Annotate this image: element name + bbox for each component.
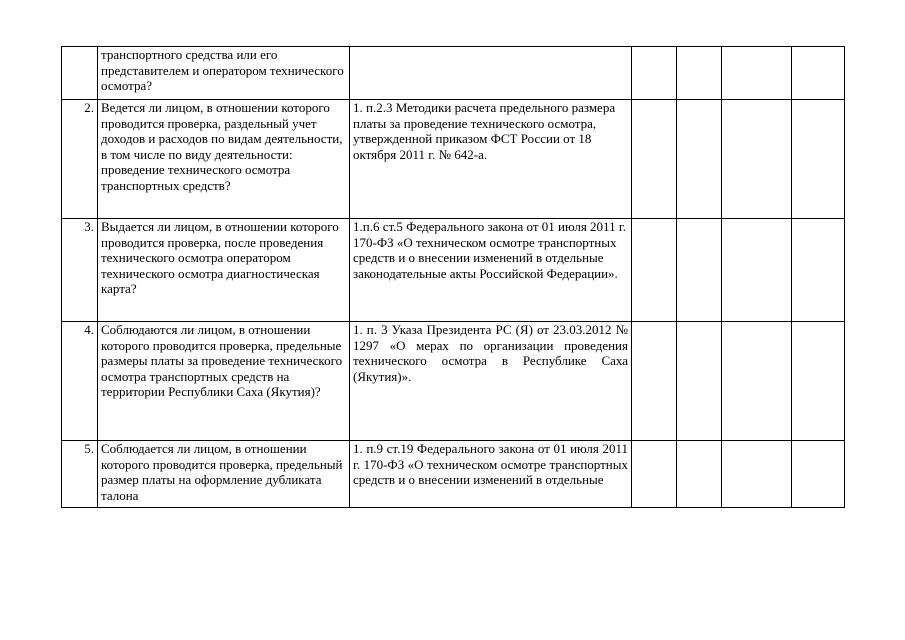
reference-cell: 1. п.9 ст.19 Федерального закона от 01 июля 2011 г. 170-ФЗ «О техническом осмотре транспортных средств и о внесении изменений в отдельные (350, 441, 632, 508)
reference-cell: 1. п. 3 Указа Президента РС (Я) от 23.03.2012 № 1297 «О мерах по организации проведения технического осмотра в Республике Саха (Якутия)». (350, 322, 632, 441)
table-row (62, 322, 845, 441)
empty-cell (792, 100, 845, 219)
table-row (62, 441, 845, 508)
checklist-table (61, 46, 845, 508)
reference-cell: 1.п.6 ст.5 Федерального закона от 01 июля 2011 г. 170-ФЗ «О техническом осмотре транспортных средств и о внесении изменений в отдельные законодательные акты Российской Федерации». (350, 219, 632, 322)
empty-cell (792, 322, 845, 441)
empty-cell (632, 47, 677, 100)
empty-cell (722, 441, 792, 508)
empty-cell (632, 100, 677, 219)
empty-cell (677, 100, 722, 219)
question-cell: Соблюдаются ли лицом, в отношении которого проводится проверка, предельные размеры платы за проведение технического осмотра транспортных средств на территории Республики Саха (Якутия)? (98, 322, 350, 441)
empty-cell (722, 322, 792, 441)
row-number (62, 47, 98, 100)
empty-cell (632, 322, 677, 441)
empty-cell (632, 441, 677, 508)
question-cell: Выдается ли лицом, в отношении которого проводится проверка, после проведения технического осмотра оператором технического осмотра диагностическая карта? (98, 219, 350, 322)
empty-cell (722, 219, 792, 322)
question-cell: Соблюдается ли лицом, в отношении которого проводится проверка, предельный размер платы на оформление дубликата талона (98, 441, 350, 508)
table-row (62, 100, 845, 219)
empty-cell (677, 441, 722, 508)
row-number: 4. (62, 322, 98, 441)
reference-cell (350, 47, 632, 100)
empty-cell (722, 47, 792, 100)
empty-cell (677, 322, 722, 441)
row-number: 5. (62, 441, 98, 508)
empty-cell (677, 219, 722, 322)
reference-cell: 1. п.2.3 Методики расчета предельного размера платы за проведение технического осмотра, утвержденной приказом ФСТ России от 18 октября 2011 г. № 642-а. (350, 100, 632, 219)
row-number: 3. (62, 219, 98, 322)
row-number: 2. (62, 100, 98, 219)
empty-cell (677, 47, 722, 100)
empty-cell (632, 219, 677, 322)
question-cell: транспортного средства или его представителем и оператором технического осмотра? (98, 47, 350, 100)
table-row (62, 47, 845, 100)
empty-cell (722, 100, 792, 219)
empty-cell (792, 441, 845, 508)
empty-cell (792, 47, 845, 100)
table-row (62, 219, 845, 322)
question-cell: Ведется ли лицом, в отношении которого проводится проверка, раздельный учет доходов и расходов по видам деятельности, в том числе по виду деятельности: проведение технического осмотра транспортных средств? (98, 100, 350, 219)
empty-cell (792, 219, 845, 322)
